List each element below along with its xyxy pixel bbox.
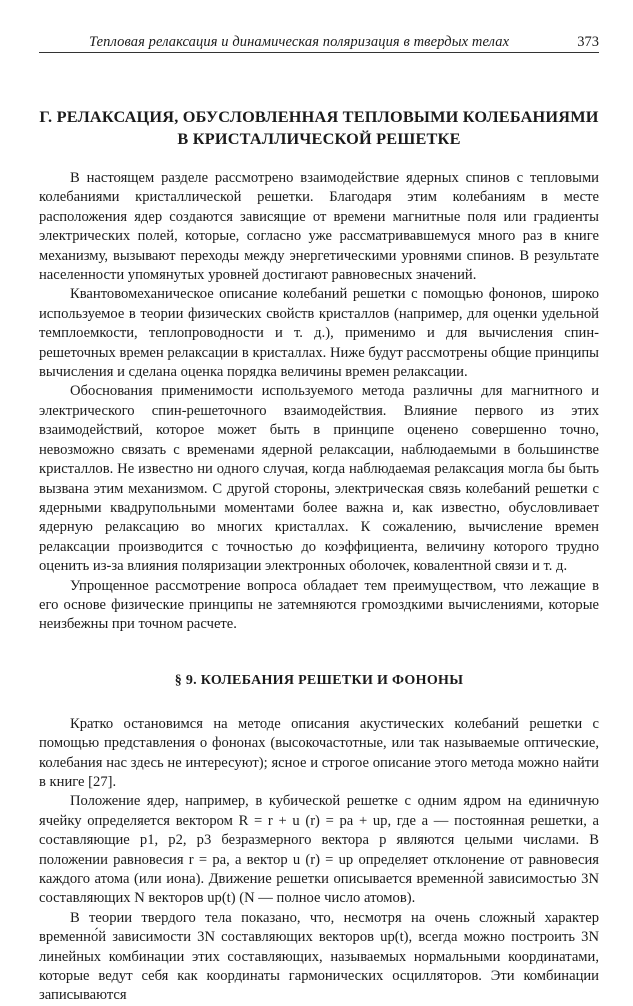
body-paragraph: В теории твердого тела показано, что, несмотря на очень сложный характер временно́й зависимости 3N составляющих векторов up(t), всегда можно построить 3N линейных комбинации этих составляющих, называемых нормальными координатами, которые ведут себя как координаты гармонических осцилляторов. Эти комбинации записываются [39, 909, 599, 1004]
body-paragraph: Квантовомеханическое описание колебаний решетки с помощью фононов, широко используемое в теории физических свойств кристаллов (например, для оценки удельной темплоемкости, теплопроводности и т. д.), применимо и для вычисления спин-решеточных времен релаксации в кристаллах. Ниже будут рассмотрены общие принципы вычисления и сделана оценка порядка величины времен релаксации. [39, 286, 599, 381]
body-paragraph: В настоящем разделе рассмотрено взаимодействие ядерных спинов с тепловыми колебаниями кристаллической решетки. Благодаря этим колебаниям в месте расположения ядер создаются зависящие от времени магнитные поля или градиенты электрических полей, которые, согласно уже рассматривавшемуся много раз в книге механизму, вызывают переходы между энергетическими уровнями спинов. В результате населенности упомянутых уровней достигают равновесных значений. [39, 170, 599, 284]
body-paragraph: Обоснования применимости используемого метода различны для магнитного и электрического спин-решеточного взаимодействия. Влияние первого из этих взаимодействий, которое может быть в принципе оценено совершенно точно, невозможно связать с временами ядерной релаксации, наблюдаемыми в большинстве кристаллов. Не известно ни одного случая, когда наблюдаемая релаксация могла бы быть вызвана этим механизмом. С другой стороны, электрическая связь колебаний решетки с ядерными квадрупольными моментами более важна и, как известно, обусловливает ядерную релаксацию во многих кристаллах. К сожалению, вычисление времен релаксации производится с точностью до коэффициента, величину которого трудно оценить из-за влияния поляризации электронных оболочек, ковалентной связи и т. д. [39, 383, 599, 575]
paragraph-9-heading: § 9. КОЛЕБАНИЯ РЕШЕТКИ И ФОНОНЫ [174, 672, 464, 688]
section-title-line-1: Г. РЕЛАКСАЦИЯ, ОБУСЛОВЛЕННАЯ ТЕПЛОВЫМИ КОЛЕБАНИЯМИ [39, 107, 599, 126]
body-paragraph: Положение ядер, например, в кубической решетке с одним ядром на единичную ячейку определяется вектором R = r + u (r) = pa + up, где a — постоянная решетки, а составляющие p1, p2, p3 безразмерного вектора p являются целыми числами. В положении равновесия r = pa, а вектор u (r) = up определяет отклонение от равновесия каждого атома (или иона). Движение решетки описывается временно́й зависимостью 3N составляющих N векторов up(t) (N — полное число атомов). [39, 793, 599, 907]
section-title [39, 106, 599, 150]
section-title-line-2: В КРИСТАЛЛИЧЕСКОЙ РЕШЕТКЕ [177, 129, 461, 148]
body-paragraph: Упрощенное рассмотрение вопроса обладает тем преимуществом, что лежащие в его основе физические принципы не затемняются громоздкими вычислениями, которые неизбежны при точном расчете. [39, 577, 599, 633]
book-page [39, 32, 599, 1004]
section-body [39, 169, 599, 635]
page-number: 373 [577, 34, 599, 50]
running-title: Тепловая релаксация и динамическая поляризация в твердых телах [89, 34, 510, 50]
paragraph-9-body [39, 715, 599, 1006]
running-header [39, 32, 599, 53]
body-paragraph: Кратко остановимся на методе описания акустических колебаний решетки с помощью представления о фононах (высокочастотные, или так называемые оптические, колебания нас здесь не интересуют); ясное и строгое описание этого метода можно найти в книге [27]. [39, 715, 599, 790]
